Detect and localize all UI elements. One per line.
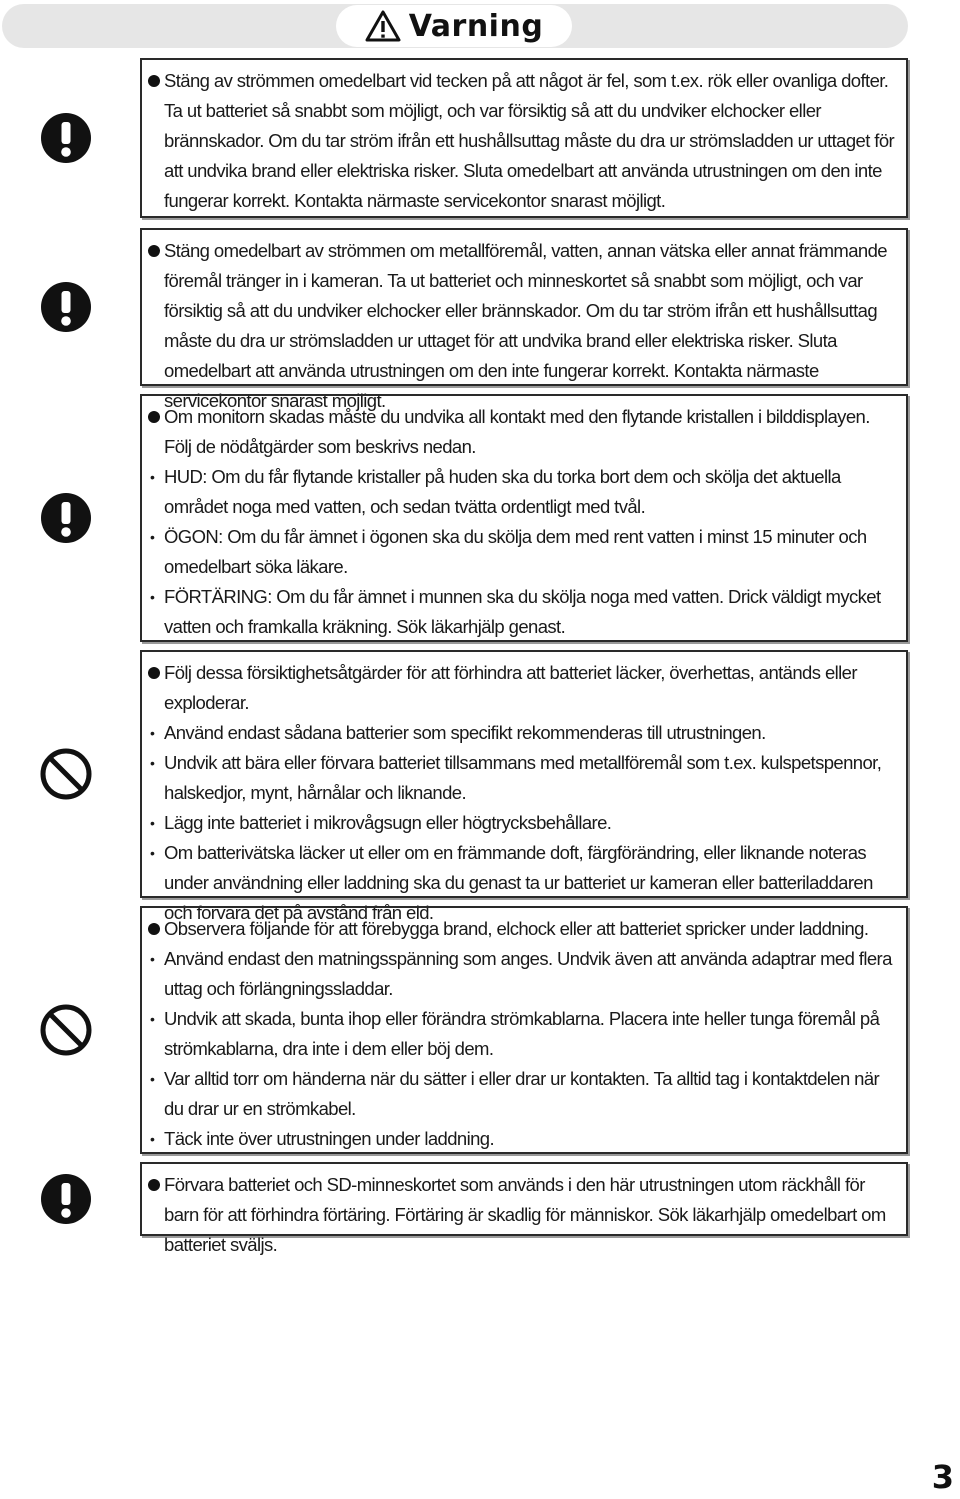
warning-text-box [140, 906, 908, 1154]
bullet-marker-icon: • [150, 1011, 155, 1027]
warning-item [0, 906, 960, 1154]
bullet-marker-icon: • [150, 725, 155, 741]
warning-item [0, 58, 960, 218]
bullet-dot-icon [148, 923, 160, 935]
warning-paragraph [148, 658, 896, 718]
bullet-dot-icon [148, 75, 160, 87]
bullet-dot-icon [148, 1179, 160, 1191]
paragraph-text: Om monitorn skadas måste du undvika all kontakt med den flytande kristallen i bilddisplayen. Följ de nödåtgärder som beskrivs nedan. [164, 406, 870, 457]
warning-text-box [140, 58, 908, 218]
warning-paragraph [148, 236, 896, 416]
paragraph-text: Följ dessa försiktighetsåtgärder för att förhindra att batteriet läcker, överhettas, antänds eller exploderar. [164, 662, 857, 713]
sub-bullet-text: Använd endast den matningsspänning som anges. Undvik även att använda adaptrar med flera uttag och förlängningssladdar. [164, 948, 892, 999]
prohibition-icon [4, 906, 128, 1154]
sub-bullet-text: Täck inte över utrustningen under laddning. [164, 1128, 495, 1149]
sub-bullet-text: Undvik att skada, bunta ihop eller förändra strömkablarna. Placera inte heller tunga föremål på strömkablarna, dra inte i dem eller böj dem. [164, 1008, 880, 1059]
sub-bullet-text: Undvik att bära eller förvara batteriet tillsammans med metallföremål som t.ex. kulspetspennor, halskedjor, mynt, hårnålar och liknande. [164, 752, 882, 803]
warning-item [0, 228, 960, 411]
warning-text-box [140, 228, 908, 411]
sub-bullet-text: FÖRTÄRING: Om du får ämnet i munnen ska du skölja noga med vatten. Drick väldigt mycket vatten och framkalla kräkning. Sök läkarhjälp genast. [164, 586, 881, 637]
bullet-marker-icon: • [150, 951, 155, 967]
warning-paragraph [148, 914, 896, 944]
paragraph-text: Förvara batteriet och SD-minneskortet som används i den här utrustningen utom räckhåll för barn för att förhindra förtäring. Förtäring är skadlig för människor. Sök läkarhjälp omedelbart om batteriet sväljs. [164, 1174, 886, 1255]
sub-bullet [148, 1124, 896, 1154]
sub-bullet [148, 462, 896, 522]
bullet-marker-icon: • [150, 755, 155, 771]
bullet-marker-icon: • [150, 529, 155, 545]
bullet-dot-icon [148, 245, 160, 257]
sub-bullet [148, 944, 896, 1004]
warning-item [0, 394, 960, 642]
sub-bullet-text: Lägg inte batteriet i mikrovågsugn eller högtrycksbehållare. [164, 812, 612, 833]
warning-paragraph [148, 402, 896, 462]
bullet-marker-icon: • [150, 1131, 155, 1147]
sub-bullet [148, 808, 896, 838]
sub-bullet-text: Använd endast sådana batterier som specifikt rekommenderas till utrustningen. [164, 722, 766, 743]
exclamation-icon [4, 394, 128, 642]
exclamation-icon [4, 58, 128, 218]
sub-bullet-text: ÖGON: Om du får ämnet i ögonen ska du skölja dem med rent vatten i minst 15 minuter och omedelbart söka läkare. [164, 526, 867, 577]
paragraph-text: Observera följande för att förebygga brand, elchock eller att batteriet spricker under laddning. [164, 918, 869, 939]
prohibition-icon [4, 650, 128, 898]
bullet-marker-icon: • [150, 589, 155, 605]
sub-bullet-text: Var alltid torr om händerna när du sätter i eller drar ur kontakten. Ta alltid tag i kontaktdelen när du drar ur en strömkabel. [164, 1068, 880, 1119]
bullet-marker-icon: • [150, 815, 155, 831]
title-text: Varning [408, 8, 544, 44]
warning-text-box [140, 650, 908, 923]
sub-bullet-text: HUD: Om du får flytande kristaller på huden ska du torka bort dem och skölja det aktuella området noga med vatten, och sedan tvätta ordentligt med tvål. [164, 466, 841, 517]
warning-item [0, 650, 960, 923]
bullet-marker-icon: • [150, 845, 155, 861]
sub-bullet [148, 748, 896, 808]
page-number: 3 [931, 1458, 954, 1496]
sub-bullet [148, 1004, 896, 1064]
exclamation-icon [4, 228, 128, 386]
section-title [336, 5, 572, 47]
warning-triangle-icon [365, 10, 401, 42]
sub-bullet [148, 1064, 896, 1124]
paragraph-text: Stäng omedelbart av strömmen om metallföremål, vatten, annan vätska eller annat främmande föremål tränger in i kameran. Ta ut batteriet och minneskortet så snabbt som möjligt, och var försiktig så att du undviker elchocker eller brännskador. Om du tar ström ifrån ett hushållsuttag måste du dra ur strömsladden ur uttaget för att undvika brand eller elektriska risker. Sluta omedelbart att använda utrustningen om den inte fungerar korrekt. Kontakta närmaste servicekontor snarast möjligt. [164, 240, 887, 411]
bullet-dot-icon [148, 667, 160, 679]
bullet-marker-icon: • [150, 469, 155, 485]
warning-paragraph [148, 66, 896, 216]
bullet-marker-icon: • [150, 1071, 155, 1087]
bullet-dot-icon [148, 411, 160, 423]
sub-bullet [148, 522, 896, 582]
warning-paragraph [148, 1170, 896, 1260]
warning-item [0, 1162, 960, 1255]
paragraph-text: Stäng av strömmen omedelbart vid tecken på att något är fel, som t.ex. rök eller ovanliga dofter. Ta ut batteriet så snabbt som möjligt, och var försiktig så att du undviker elchocker eller brännskador. Om du tar ström ifrån ett hushållsuttag måste du dra ur strömsladden ur uttaget för att undvika brand eller elektriska risker. Sluta omedelbart att använda utrustningen om den inte fungerar korrekt. Kontakta närmaste servicekontor snarast möjligt. [164, 70, 895, 211]
exclamation-icon [4, 1162, 128, 1236]
sub-bullet [148, 718, 896, 748]
sub-bullet-text: Om batterivätska läcker ut eller om en främmande doft, färgförändring, eller liknande noteras under användning eller laddning ska du genast ta ur batteriet ur kameran eller batteriladdaren och förvara det på avstånd från eld. [164, 842, 873, 923]
sub-bullet [148, 582, 896, 642]
warning-text-box [140, 1162, 908, 1255]
warning-text-box [140, 394, 908, 642]
